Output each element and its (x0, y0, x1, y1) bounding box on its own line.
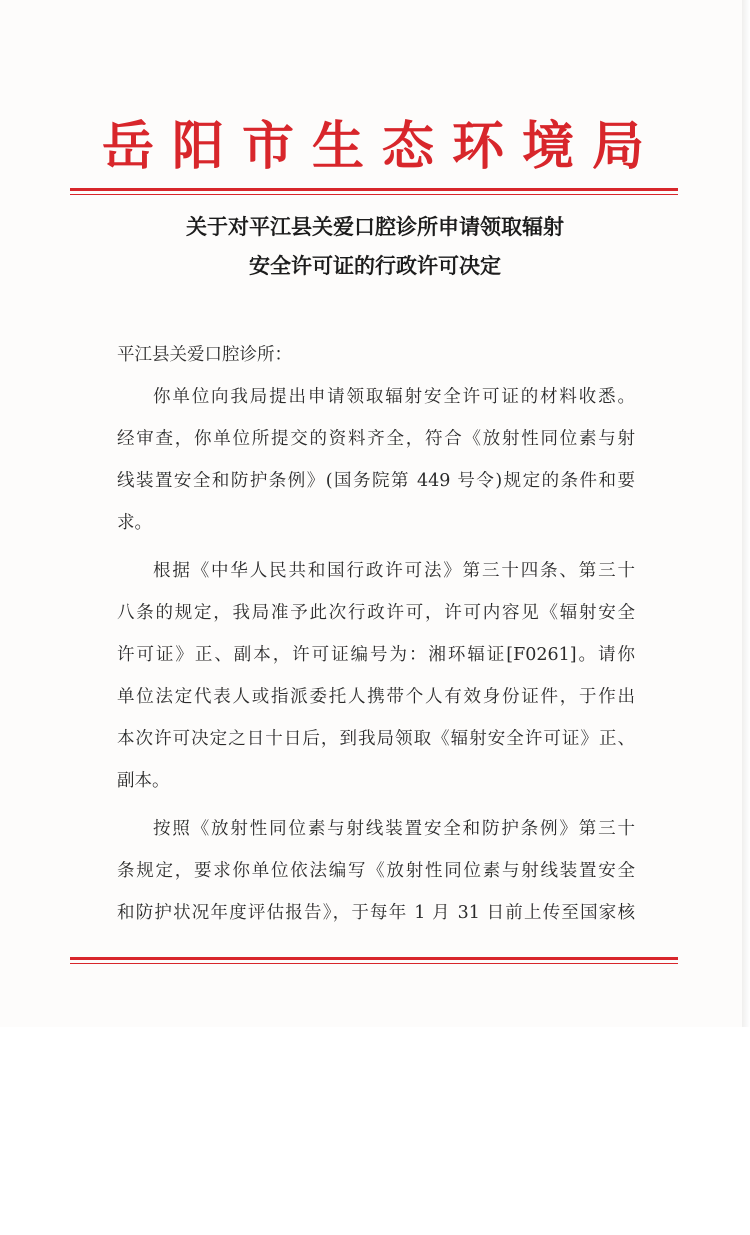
document-title-line-1: 关于对平江县关爱口腔诊所申请领取辐射 (186, 214, 564, 239)
paragraph-2-line-1: 根据《中华人民共和国行政许可法》第三十四条、第三十 (153, 561, 635, 581)
paragraph-1-line-4: 求。 (117, 513, 152, 533)
footer-red-rule (70, 957, 678, 964)
paragraph-2-line-3: 许可证》正、副本，许可证编号为：湘环辐证[F0261]。请你 (117, 645, 635, 665)
salutation: 平江县关爱口腔诊所： (117, 345, 292, 365)
paragraph-2-line-4: 单位法定代表人或指派委托人携带个人有效身份证件，于作出 (117, 687, 635, 707)
paragraph-1-line-3: 线装置安全和防护条例》(国务院第 449 号令)规定的条件和要 (117, 471, 635, 491)
document-title-line-2: 安全许可证的行政许可决定 (249, 253, 501, 278)
paragraph-1-line-2: 经审查，你单位所提交的资料齐全，符合《放射性同位素与射 (117, 429, 635, 449)
red-rule-thick (70, 188, 678, 191)
letterhead-red-rule (70, 188, 678, 195)
footer-rule-thick (70, 957, 678, 960)
paragraph-1-line-1: 你单位向我局提出申请领取辐射安全许可证的材料收悉。 (153, 387, 635, 407)
letterhead-org-name: 岳阳市生态环境局 (101, 116, 662, 177)
paragraph-2-line-6: 副本。 (117, 771, 170, 791)
paragraph-3-line-1: 按照《放射性同位素与射线装置安全和防护条例》第三十 (153, 819, 635, 839)
footer-rule-thin (70, 963, 678, 964)
paragraph-3-line-2: 条规定，要求你单位依法编写《放射性同位素与射线装置安全 (117, 861, 635, 881)
paragraph-2-line-2: 八条的规定，我局准予此次行政许可，许可内容见《辐射安全 (117, 603, 635, 623)
paragraph-2-line-5: 本次许可决定之日十日后，到我局领取《辐射安全许可证》正、 (117, 729, 635, 749)
red-rule-thin (70, 194, 678, 195)
paragraph-3-line-3: 和防护状况年度评估报告》，于每年 1 月 31 日前上传至国家核 (117, 903, 635, 923)
